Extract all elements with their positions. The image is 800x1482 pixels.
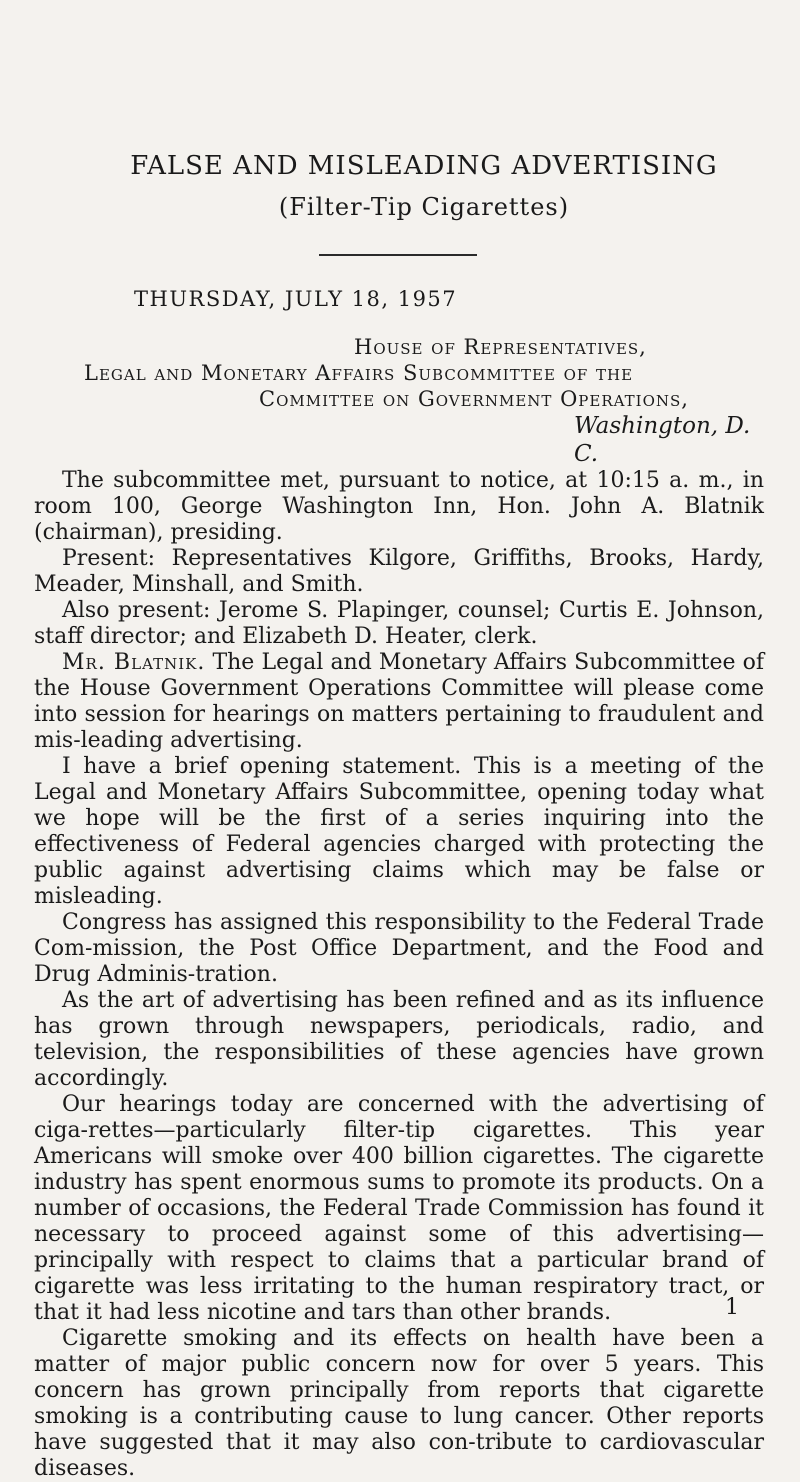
heading-house: House of Representatives, — [354, 335, 647, 359]
paragraph-statement: I have a brief opening statement. This is a meeting of the Legal and Monetary Affairs Subcommittee, opening today what we hope will be the first of a series inquiring into the effectiveness of Federal agencies charged with protecting the public against advertising claims which may be false or misleading. — [34, 754, 764, 909]
heading-subcommittee: Legal and Monetary Affairs Subcommittee of the — [84, 361, 634, 385]
paragraph-health: Cigarette smoking and its effects on health have been a matter of major public concern now for over 5 years. This concern has grown principally from reports that cigarette smoking is a contributing cause to lung cancer. Other reports have suggested that it may also con-tribute to cardiovascular diseases. — [34, 1326, 764, 1481]
paragraph-present: Present: Representatives Kilgore, Griffiths, Brooks, Hardy, Meader, Minshall, and Smith. — [34, 546, 764, 597]
paragraph-congress: Congress has assigned this responsibility to the Federal Trade Com-mission, the Post Office Department, and the Food and Drug Adminis-tration. — [34, 910, 764, 987]
paragraph-advertising-art: As the art of advertising has been refined and as its influence has grown through newspapers, periodicals, radio, and television, the responsibilities of these agencies have grown accordingly. — [34, 988, 764, 1091]
title-rule — [319, 254, 477, 256]
page-number: 1 — [725, 1295, 739, 1320]
paragraph-hearings: Our hearings today are concerned with the advertising of ciga-rettes—particularly filter-tip cigarettes. This year Americans will smoke over 400 billion cigarettes. The cigarette industry has spent enormous sums to promote its products. On a number of occasions, the Federal Trade Commission has found it necessary to proceed against some of this advertising—principally with respect to claims that a particular brand of cigarette was less irritating to the human respiratory tract, or that it had less nicotine and tars than other brands. — [34, 1092, 764, 1325]
paragraph-meeting: The subcommittee met, pursuant to notice, at 10:15 a. m., in room 100, George Washington Inn, Hon. John A. Blatnik (chairman), presiding. — [34, 468, 764, 545]
hearing-place: Washington, D. C. — [574, 413, 751, 467]
paragraph-opening — [34, 650, 764, 754]
hearing-date: THURSDAY, JULY 18, 1957 — [134, 287, 458, 311]
paragraph-also-present: Also present: Jerome S. Plapinger, counsel; Curtis E. Johnson, staff director; and Elizabeth D. Heater, clerk. — [34, 598, 764, 649]
speaker-name: Mr. Blatnik. — [62, 650, 206, 675]
paragraph-opening-text: The Legal and Monetary Affairs Subcommittee of the House Government Operations Committee will please come into session for hearings on matters pertaining to fraudulent and mis-leading advertising. — [34, 650, 765, 753]
document-subtitle: (Filter-Tip Cigarettes) — [278, 193, 570, 221]
document-title: FALSE AND MISLEADING ADVERTISING — [130, 151, 718, 181]
heading-committee: Committee on Government Operations, — [259, 387, 689, 411]
